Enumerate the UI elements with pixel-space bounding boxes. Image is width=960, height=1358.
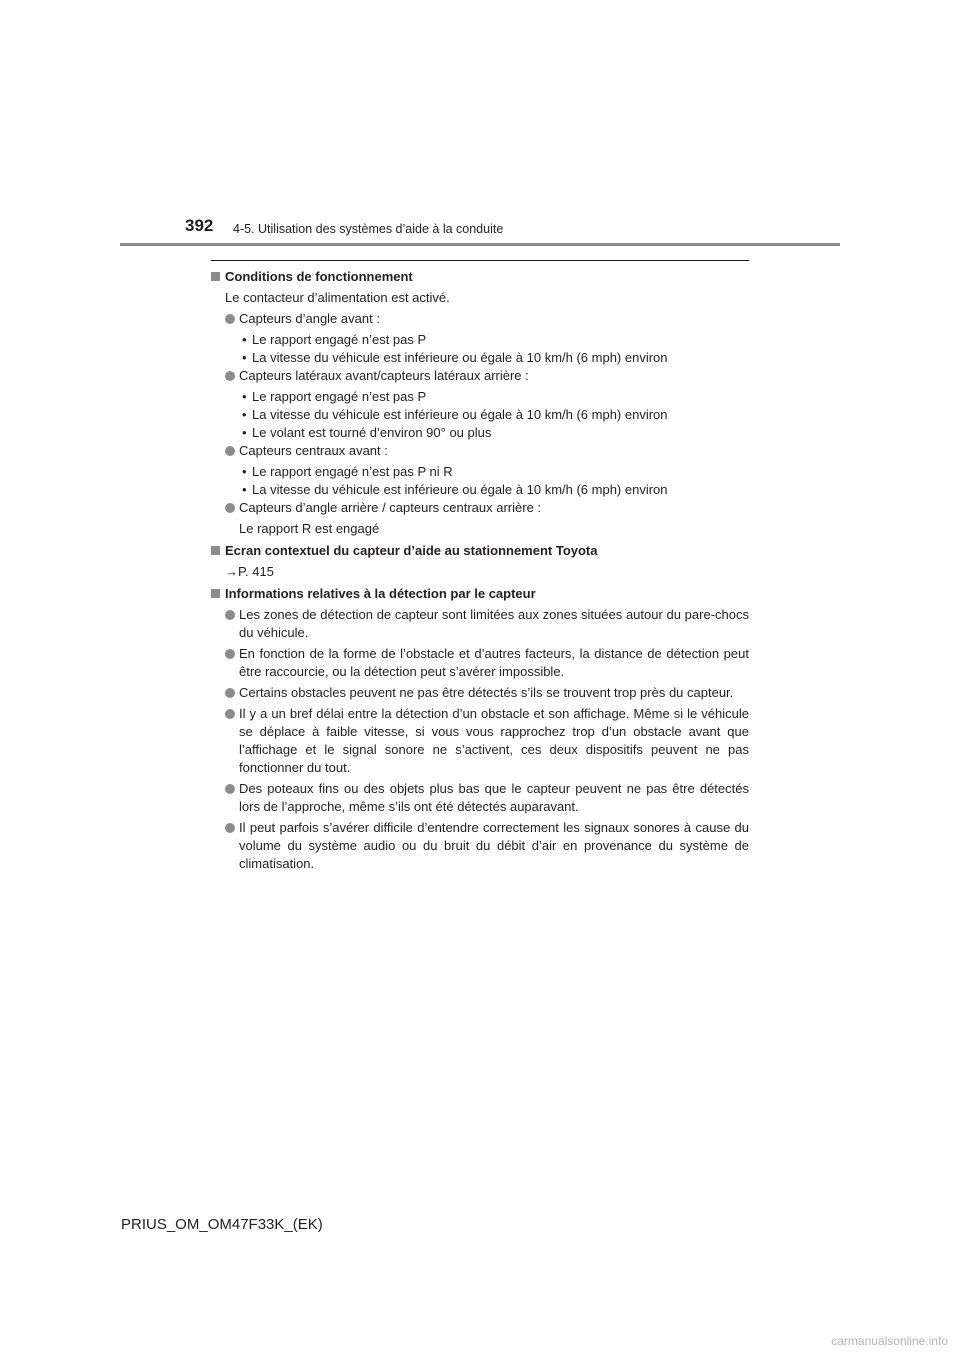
bullet-label: Capteurs d’angle arrière / capteurs centraux arrière : [239, 500, 542, 515]
sub-item: • Le volant est tourné d’environ 90° ou plus [242, 425, 492, 440]
bullet-label: Capteurs latéraux avant/capteurs latéraux arrière : [239, 368, 529, 383]
info-bullet: Les zones de détection de capteur sont limitées aux zones situées autour du pare-chocs du véhicule. [211, 606, 749, 642]
heading-conditions [211, 268, 749, 286]
square-bullet-icon [211, 546, 220, 555]
bullet-front-center [211, 442, 749, 460]
info-bullet: Certains obstacles peuvent ne pas être détectés s’ils se trouvent trop près du capteur. [211, 684, 749, 702]
circle-bullet-icon [225, 610, 235, 620]
sub-item: • Le rapport engagé n’est pas P ni R [242, 464, 453, 479]
circle-bullet-icon [225, 371, 235, 381]
bullet-front-corner [211, 310, 749, 328]
sub-item: • La vitesse du véhicule est inférieure ou égale à 10 km/h (6 mph) environ [242, 407, 668, 422]
circle-bullet-icon [225, 823, 235, 833]
square-bullet-icon [211, 589, 220, 598]
info-bullet: Des poteaux fins ou des objets plus bas que le capteur peuvent ne pas être détectés lors de l’approche, même s’ils ont été détectés auparavant. [211, 780, 749, 816]
bullet-side-sensors [211, 367, 749, 385]
circle-bullet-icon [225, 503, 235, 513]
page-number: 392 [185, 216, 214, 235]
heading-popup-display [211, 542, 749, 560]
sub-item: • La vitesse du véhicule est inférieure ou égale à 10 km/h (6 mph) environ [242, 482, 668, 497]
info-bullet: En fonction de la forme de l’obstacle et d’autres facteurs, la distance de détection peut être raccourcie, ou la détection peut s’avérer impossible. [211, 645, 749, 681]
rear-condition-text: Le rapport R est engagé [239, 521, 380, 536]
conditions-intro: Le contacteur d’alimentation est activé. [225, 290, 450, 305]
page-body [211, 268, 749, 873]
circle-bullet-icon [225, 709, 235, 719]
square-bullet-icon [211, 272, 220, 281]
circle-bullet-icon [225, 688, 235, 698]
info-bullet: Il y a un bref délai entre la détection d’un obstacle et son affichage. Même si le véhicule se déplace à faible vitesse, si vous vous rapprochez trop d’un obstacle avant que l’affichage et le signal sonore ne s’activent, ces deux dispositifs peuvent ne pas fonctionner du tout. [211, 705, 749, 777]
bullet-label: Capteurs d’angle avant : [239, 311, 380, 326]
section-divider [211, 260, 749, 261]
page-reference-link[interactable]: →P. 415 [225, 564, 274, 579]
circle-bullet-icon [225, 446, 235, 456]
header-divider [120, 243, 840, 246]
bullet-rear-sensors [211, 499, 749, 517]
heading-text: Conditions de fonctionnement [225, 269, 413, 284]
sub-item: • Le rapport engagé n’est pas P [242, 389, 427, 404]
heading-text: Ecran contextuel du capteur d’aide au stationnement Toyota [225, 543, 598, 558]
section-title: 4-5. Utilisation des systèmes d’aide à la conduite [233, 222, 504, 236]
document-code: PRIUS_OM_OM47F33K_(EK) [121, 1216, 323, 1233]
circle-bullet-icon [225, 649, 235, 659]
heading-detection-info [211, 585, 749, 603]
heading-text: Informations relatives à la détection par le capteur [225, 586, 536, 601]
sub-item: • La vitesse du véhicule est inférieure ou égale à 10 km/h (6 mph) environ [242, 350, 668, 365]
info-bullet: Il peut parfois s’avérer difficile d’entendre correctement les signaux sonores à cause du volume du système audio ou du bruit du débit d’air en provenance du système de climatisation. [211, 819, 749, 873]
sub-item: • Le rapport engagé n’est pas P [242, 332, 427, 347]
watermark: carmanualsonline.info [831, 1334, 948, 1348]
bullet-label: Capteurs centraux avant : [239, 443, 388, 458]
circle-bullet-icon [225, 784, 235, 794]
circle-bullet-icon [225, 314, 235, 324]
